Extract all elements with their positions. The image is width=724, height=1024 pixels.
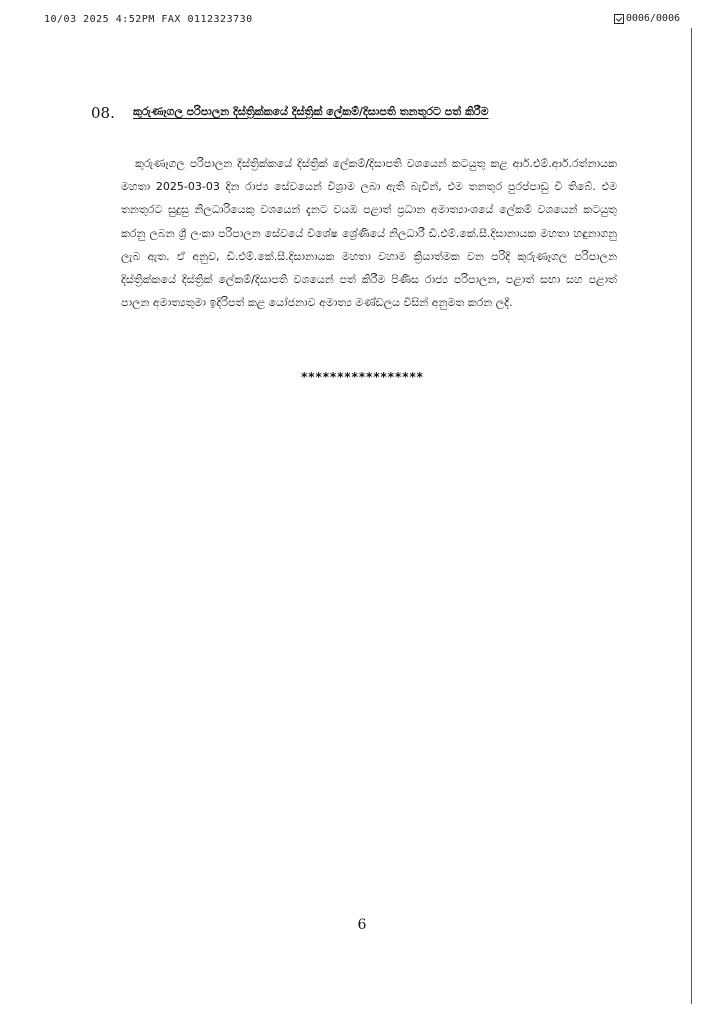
- page-number: 6: [357, 917, 367, 933]
- fax-page-counter-text: 0006/0006: [625, 13, 680, 24]
- item-number: 08.: [91, 104, 115, 122]
- item-body-text: කුරුණෑගල පරිපාලන දිස්ත්‍රික්කයේ දිස්ත්‍රික් ලේකම්/දිසාපති වශයෙන් කටයුතු කළ ආර්.එම්.ආර්.රත්නායක මහතා 2025-03-03 දින රාජ්‍ය සේවයෙන් විශ්‍රාම ලබා ඇති බැවින්, එම තනතුර පුරප්පාඩු වී තිබේ. එම තනතුරට සුදුසු නිලධාරියෙකු වශයෙන් දැනට වයඹ පළාත් ප්‍රධාන අමාත්‍යාංශයේ ලේකම් වශයෙන් කටයුතු කරනු ලබන ශ්‍රී ලංකා පරිපාලන සේවයේ විශේෂ ශ්‍රේණියේ නිලධාරී ඩී.එම්.කේ.සී.දිසානායක මහතා හඳුනාගනු ලැබ ඇත. ඒ අනුව, ඩී.එම්.කේ.සී.දිසානායක මහතා වහාම ක්‍රියාත්මක වන පරිදි කුරුණෑගල පරිපාලන දිස්ත්‍රික්කයේ දිස්ත්‍රික් ලේකම්/දිසාපති වශයෙන් පත් කිරීම පිණිස රාජ්‍ය පරිපාලන, පළාත් සභා සහ පළාත් පාලන අමාත්‍යතුමා ඉදිරිපත් කළ යෝජනාව අමාත්‍ය මණ්ඩලය විසින් අනුමත කරන ලදී.: [121, 157, 617, 310]
- checkbox-icon: [614, 14, 624, 24]
- scan-edge-line: [691, 28, 692, 1004]
- fax-page-counter: [614, 13, 680, 24]
- item-title: කුරුණෑගල පරිපාලන දිස්ත්‍රික්කයේ දිස්ත්‍රික් ලේකම්/දිසාපති තනතුරට පත් කිරීම: [133, 105, 489, 118]
- item-body: [121, 152, 617, 314]
- fax-header-line: 10/03 2025 4:52PM FAX 0112323730: [44, 14, 253, 25]
- separator-asterisks: *****************: [300, 370, 424, 384]
